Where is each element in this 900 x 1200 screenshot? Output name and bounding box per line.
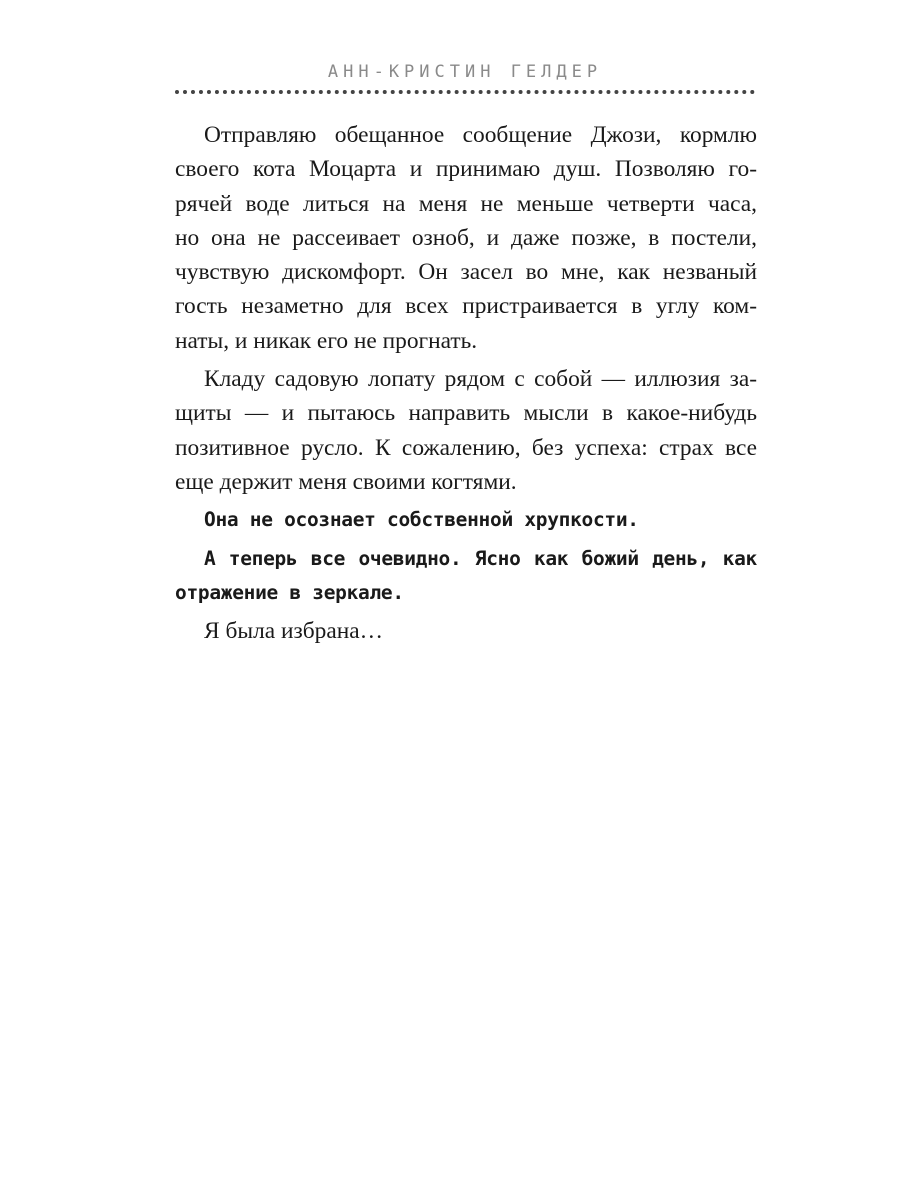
text-line: гость незаметно для всех пристраивается в углу ком- (175, 293, 757, 320)
text-line: Она не осознает собственной хрупкости. (204, 508, 639, 532)
text-line: отражение в зеркале. (175, 580, 404, 604)
text-line: рячей воде литься на меня не меньше четверти часа, (175, 190, 757, 217)
text-line: чувствую дискомфорт. Он засел во мне, как незваный (175, 259, 757, 286)
text-line: щиты — и пытаюсь направить мысли в какое-нибудь (175, 400, 757, 427)
paragraph-1 (175, 118, 757, 358)
text-line: Я была избрана… (204, 618, 383, 645)
paragraph-typewriter-1 (175, 503, 757, 537)
body-text (175, 118, 757, 652)
text-line: но она не рассеивает озноб, и даже позже, в постели, (175, 224, 757, 251)
running-header-author: АНН-КРИСТИН ГЕЛДЕР (327, 62, 603, 82)
text-line: своего кота Моцарта и принимаю душ. Позволяю го- (175, 156, 757, 183)
paragraph-2 (175, 362, 757, 499)
text-line: позитивное русло. К сожалению, без успеха: страх все (175, 434, 757, 461)
text-line: наты, и никак его не прогнать. (175, 327, 478, 354)
header-dotted-rule (175, 90, 755, 94)
text-line: А теперь все очевидно. Ясно как божий день, как (204, 546, 757, 570)
text-line: Кладу садовую лопату рядом с собой — иллюзия за- (204, 366, 757, 393)
text-line: еще держит меня своими когтями. (175, 468, 517, 495)
paragraph-3 (175, 614, 757, 648)
text-line: Отправляю обещанное сообщение Джози, кормлю (204, 122, 757, 148)
paragraph-typewriter-2 (175, 542, 757, 611)
